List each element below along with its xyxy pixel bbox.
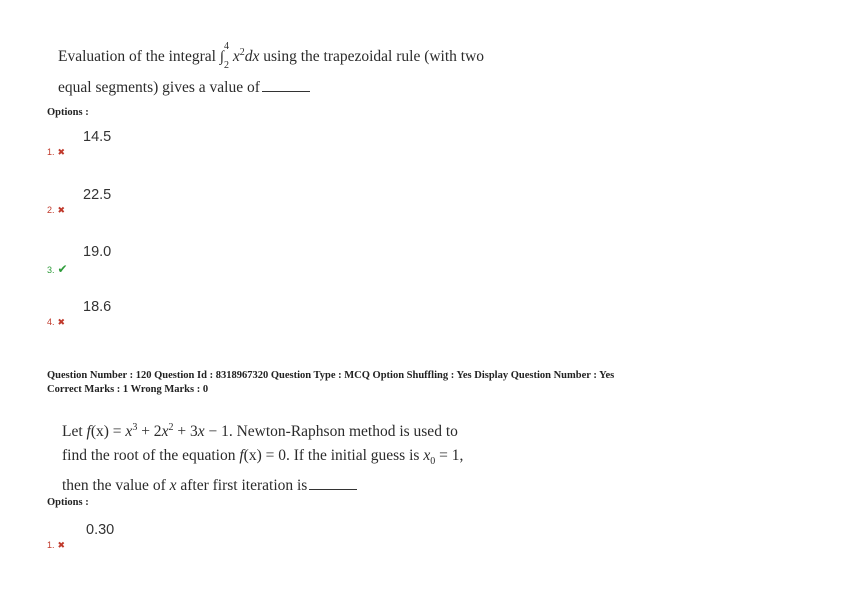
q1-option-2-value[interactable]: 22.5 (83, 187, 112, 203)
integral-upper-limit: 4 (223, 41, 229, 53)
q2-line3-x: x (169, 477, 177, 495)
q2-subscript-0: 0 (430, 456, 436, 468)
q2-option-1-value[interactable]: 0.30 (86, 522, 115, 538)
q2-line2-mid: = 0. If the initial guess is (261, 447, 420, 465)
q2-function-f: f (86, 423, 91, 441)
q1-options-label: Options : (47, 107, 89, 118)
q1-option-1-number: 1. (47, 147, 55, 157)
q1-option-4-marker (47, 317, 65, 328)
q2-x-squared: x (161, 423, 169, 441)
q2-line2-f: f (239, 447, 244, 465)
integral-lower-limit: 2 (223, 60, 229, 72)
cross-icon: ✖ (57, 317, 66, 327)
cross-icon: ✖ (57, 205, 66, 215)
question-1-line-1 (58, 40, 618, 75)
q2-plus-3: + 3 (173, 423, 198, 441)
question-1-text (58, 40, 618, 100)
integrand-dx: dx (244, 48, 260, 66)
q1-option-1-value[interactable]: 14.5 (83, 129, 112, 145)
q1-option-4-value[interactable]: 18.6 (83, 299, 112, 315)
question-2-line-1 (62, 416, 622, 444)
q2-option-1-marker (47, 540, 65, 551)
q1-option-3-number: 3. (47, 265, 55, 275)
q1-option-3-value[interactable]: 19.0 (83, 244, 112, 260)
q2-let: Let (62, 423, 83, 441)
integrand-power: 2 (239, 47, 245, 58)
q2-line2-tail: = 1, (435, 447, 464, 465)
q1-option-4-number: 4. (47, 317, 55, 327)
q1-line1-prefix: Evaluation of the integral (58, 48, 216, 66)
q2-x-linear: x (197, 423, 205, 441)
q1-option-1-marker (47, 147, 65, 158)
q2-line3-prefix: then the value of (62, 477, 166, 495)
question-2-line-3 (62, 474, 622, 498)
q2-power-2: 2 (168, 422, 174, 433)
integrand-variable: x (232, 48, 240, 66)
q2-power-3: 3 (132, 422, 138, 433)
q2-option-1-number: 1. (47, 540, 55, 550)
q2-arg: (x) (90, 423, 109, 441)
cross-icon: ✖ (57, 540, 66, 550)
question-1-line-2 (58, 75, 618, 100)
answer-blank (262, 90, 310, 92)
q2-line3-suffix: after first iteration is (180, 477, 308, 495)
integral-sign: ∫$^4_2$ (219, 41, 229, 72)
q2-equals: = (108, 423, 126, 441)
q2-line1-tail: − 1. Newton-Raphson method is used to (204, 423, 458, 441)
question-meta (47, 369, 827, 397)
checkmark-icon: ✔ (57, 262, 68, 276)
q1-line2: equal segments) gives a value of (58, 79, 260, 97)
question-meta-line-2: Correct Marks : 1 Wrong Marks : 0 (47, 384, 209, 395)
q2-plus-2: + 2 (137, 423, 162, 441)
cross-icon: ✖ (57, 147, 66, 157)
q1-option-2-number: 2. (47, 205, 55, 215)
q1-option-3-marker (47, 262, 68, 276)
question-meta-line-1: Question Number : 120 Question Id : 8318967320 Question Type : MCQ Option Shuffling : Yes Display Question Number : Yes (47, 370, 615, 381)
q2-initial-guess-var: x (423, 447, 431, 465)
question-2-text (62, 416, 622, 498)
q2-options-label: Options : (47, 497, 89, 508)
q1-line1-suffix: using the trapezoidal rule (with two (263, 48, 485, 66)
q2-line2-arg: (x) (243, 447, 262, 465)
q2-line2-prefix: find the root of the equation (62, 447, 236, 465)
question-2-line-2 (62, 444, 622, 474)
answer-blank (309, 488, 357, 490)
q1-option-2-marker (47, 205, 65, 216)
q2-x-cubed: x (125, 423, 133, 441)
